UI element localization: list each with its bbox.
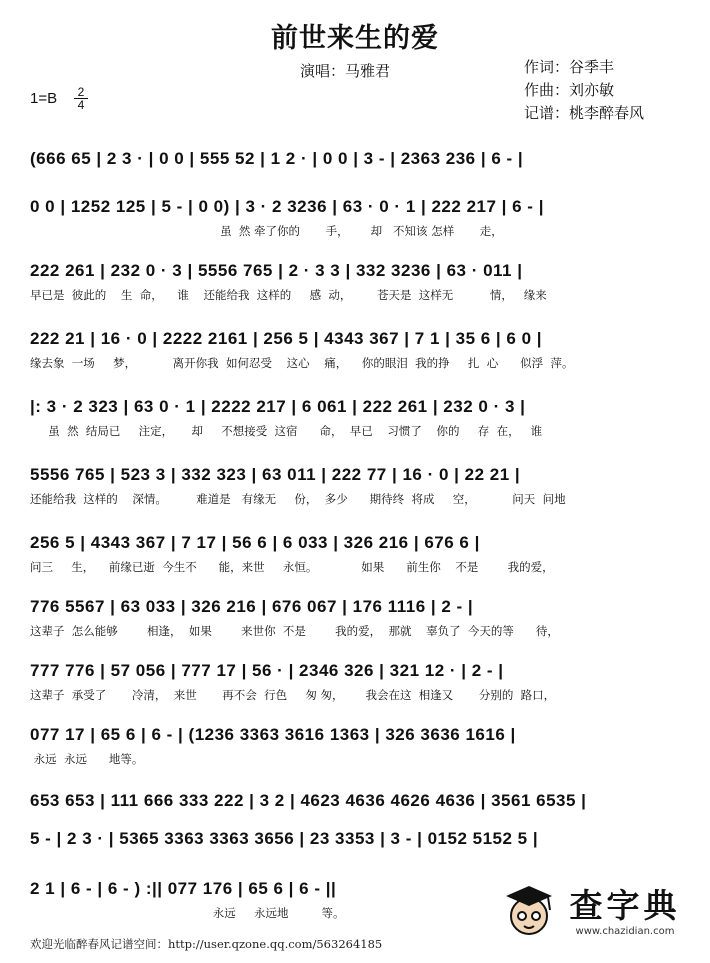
song-title: 前世来生的爱 (271, 23, 439, 54)
notation-line: |: 3 · 2 323 | 63 0 · 1 | 2222 217 | 6 061 | 222 261 | 232 0 · 3 | (30, 397, 526, 416)
notation-line: 776 5567 | 63 033 | 326 216 | 676 067 | 176 1116 | 2 - | (30, 597, 474, 616)
notation-line: 653 653 | 111 666 333 222 | 3 2 | 4623 4636 4626 4636 | 3561 6535 | (30, 791, 587, 810)
key-signature: 1=B (30, 90, 58, 107)
lyric-line: 这辈子 怎么能够 相逢， 如果 来世你 不是 我的爱， 那就 辜负了 今天的等 待， (30, 624, 559, 638)
mascot-icon (498, 880, 560, 942)
logo-url: www.chazidian.com (575, 926, 675, 937)
site-logo[interactable] (498, 878, 696, 948)
lyric-line: 这辈子 承受了 冷清， 来世 再不会 行色 匆 匆， 我会在这 相逢又 分别的 路口， (30, 688, 556, 702)
lyric-line: 早已是 彼此的 生 命， 谁 还能给我 这样的 感 动， 苍天是 这样无 情， 缘来 (30, 288, 547, 302)
singer-credit: 演唱：马雅君 (300, 62, 391, 80)
notation-line: 5 - | 2 3 · | 5365 3363 3363 3656 | 23 3353 | 3 - | 0152 5152 5 | (30, 829, 539, 848)
notation-line: 777 776 | 57 056 | 777 17 | 56 · | 2346 326 | 321 12 · | 2 - | (30, 661, 504, 680)
notation-line: 0 0 | 1252 125 | 5 - | 0 0) | 3 · 2 3236 | 63 · 0 · 1 | 222 217 | 6 - | (30, 197, 544, 216)
lyric-line (30, 174, 690, 192)
notation-line: (666 65 | 2 3 · | 0 0 | 555 52 | 1 2 · | 0 0 | 3 - | 2363 236 | 6 - | (30, 149, 524, 168)
lyric-line: 永远 永远 地等。 (30, 752, 144, 766)
footer-note: 欢迎光临醉春风记谱空间：http://user.qzone.qq.com/563264185 (30, 937, 383, 951)
notation-line: 256 5 | 4343 367 | 7 17 | 56 6 | 6 033 | 326 216 | 676 6 | (30, 533, 480, 552)
lyric-line: 永远 永远地 等。 (30, 906, 345, 920)
composer-credit: 作曲：刘亦敏 (524, 81, 615, 99)
logo-name: 查字典 (569, 886, 681, 925)
lyric-line: 虽 然 牵了你的 手， 却 不知该 怎样 走， (30, 224, 503, 238)
notation-line: 222 21 | 16 · 0 | 2222 2161 | 256 5 | 4343 367 | 7 1 | 35 6 | 6 0 | (30, 329, 543, 348)
notation-line: 2 1 | 6 - | 6 - ) :|| 077 176 | 65 6 | 6 - || (30, 879, 337, 898)
lyric-line: 虽 然 结局已 注定， 却 不想接受 这宿 命， 早已 习惯了 你的 存 在， 谁 (30, 424, 543, 438)
notation-line: 222 261 | 232 0 · 3 | 5556 765 | 2 · 3 3 | 332 3236 | 63 · 011 | (30, 261, 523, 280)
lyric-line: 问三 生， 前缘已逝 今生不 能，来世 永恒。 如果 前生你 不是 我的爱， (30, 560, 554, 574)
credits-block (524, 56, 644, 125)
meter-bottom: 4 (77, 98, 85, 112)
time-signature (74, 86, 88, 111)
lyric-line: 缘去象 一场 梦， 离开你我 如何忍受 这心 痛， 你的眼泪 我的挣 扎 心 似浮 萍。 (30, 356, 574, 370)
lyric-line: 还能给我 这样的 深情。 难道是 有缘无 份， 多少 期待终 将成 空， 问天 问地 (30, 492, 566, 506)
lyricist-credit: 作词：谷季丰 (524, 58, 615, 76)
meter-top: 2 (74, 86, 88, 99)
notation-line: 5556 765 | 523 3 | 332 323 | 63 011 | 222 77 | 16 · 0 | 22 21 | (30, 465, 521, 484)
transcriber-credit: 记谱：桃李醉春风 (524, 104, 645, 122)
notation-line: 077 17 | 65 6 | 6 - | (1236 3363 3616 1363 | 326 3636 1616 | (30, 725, 516, 744)
lyric-line (30, 854, 690, 872)
